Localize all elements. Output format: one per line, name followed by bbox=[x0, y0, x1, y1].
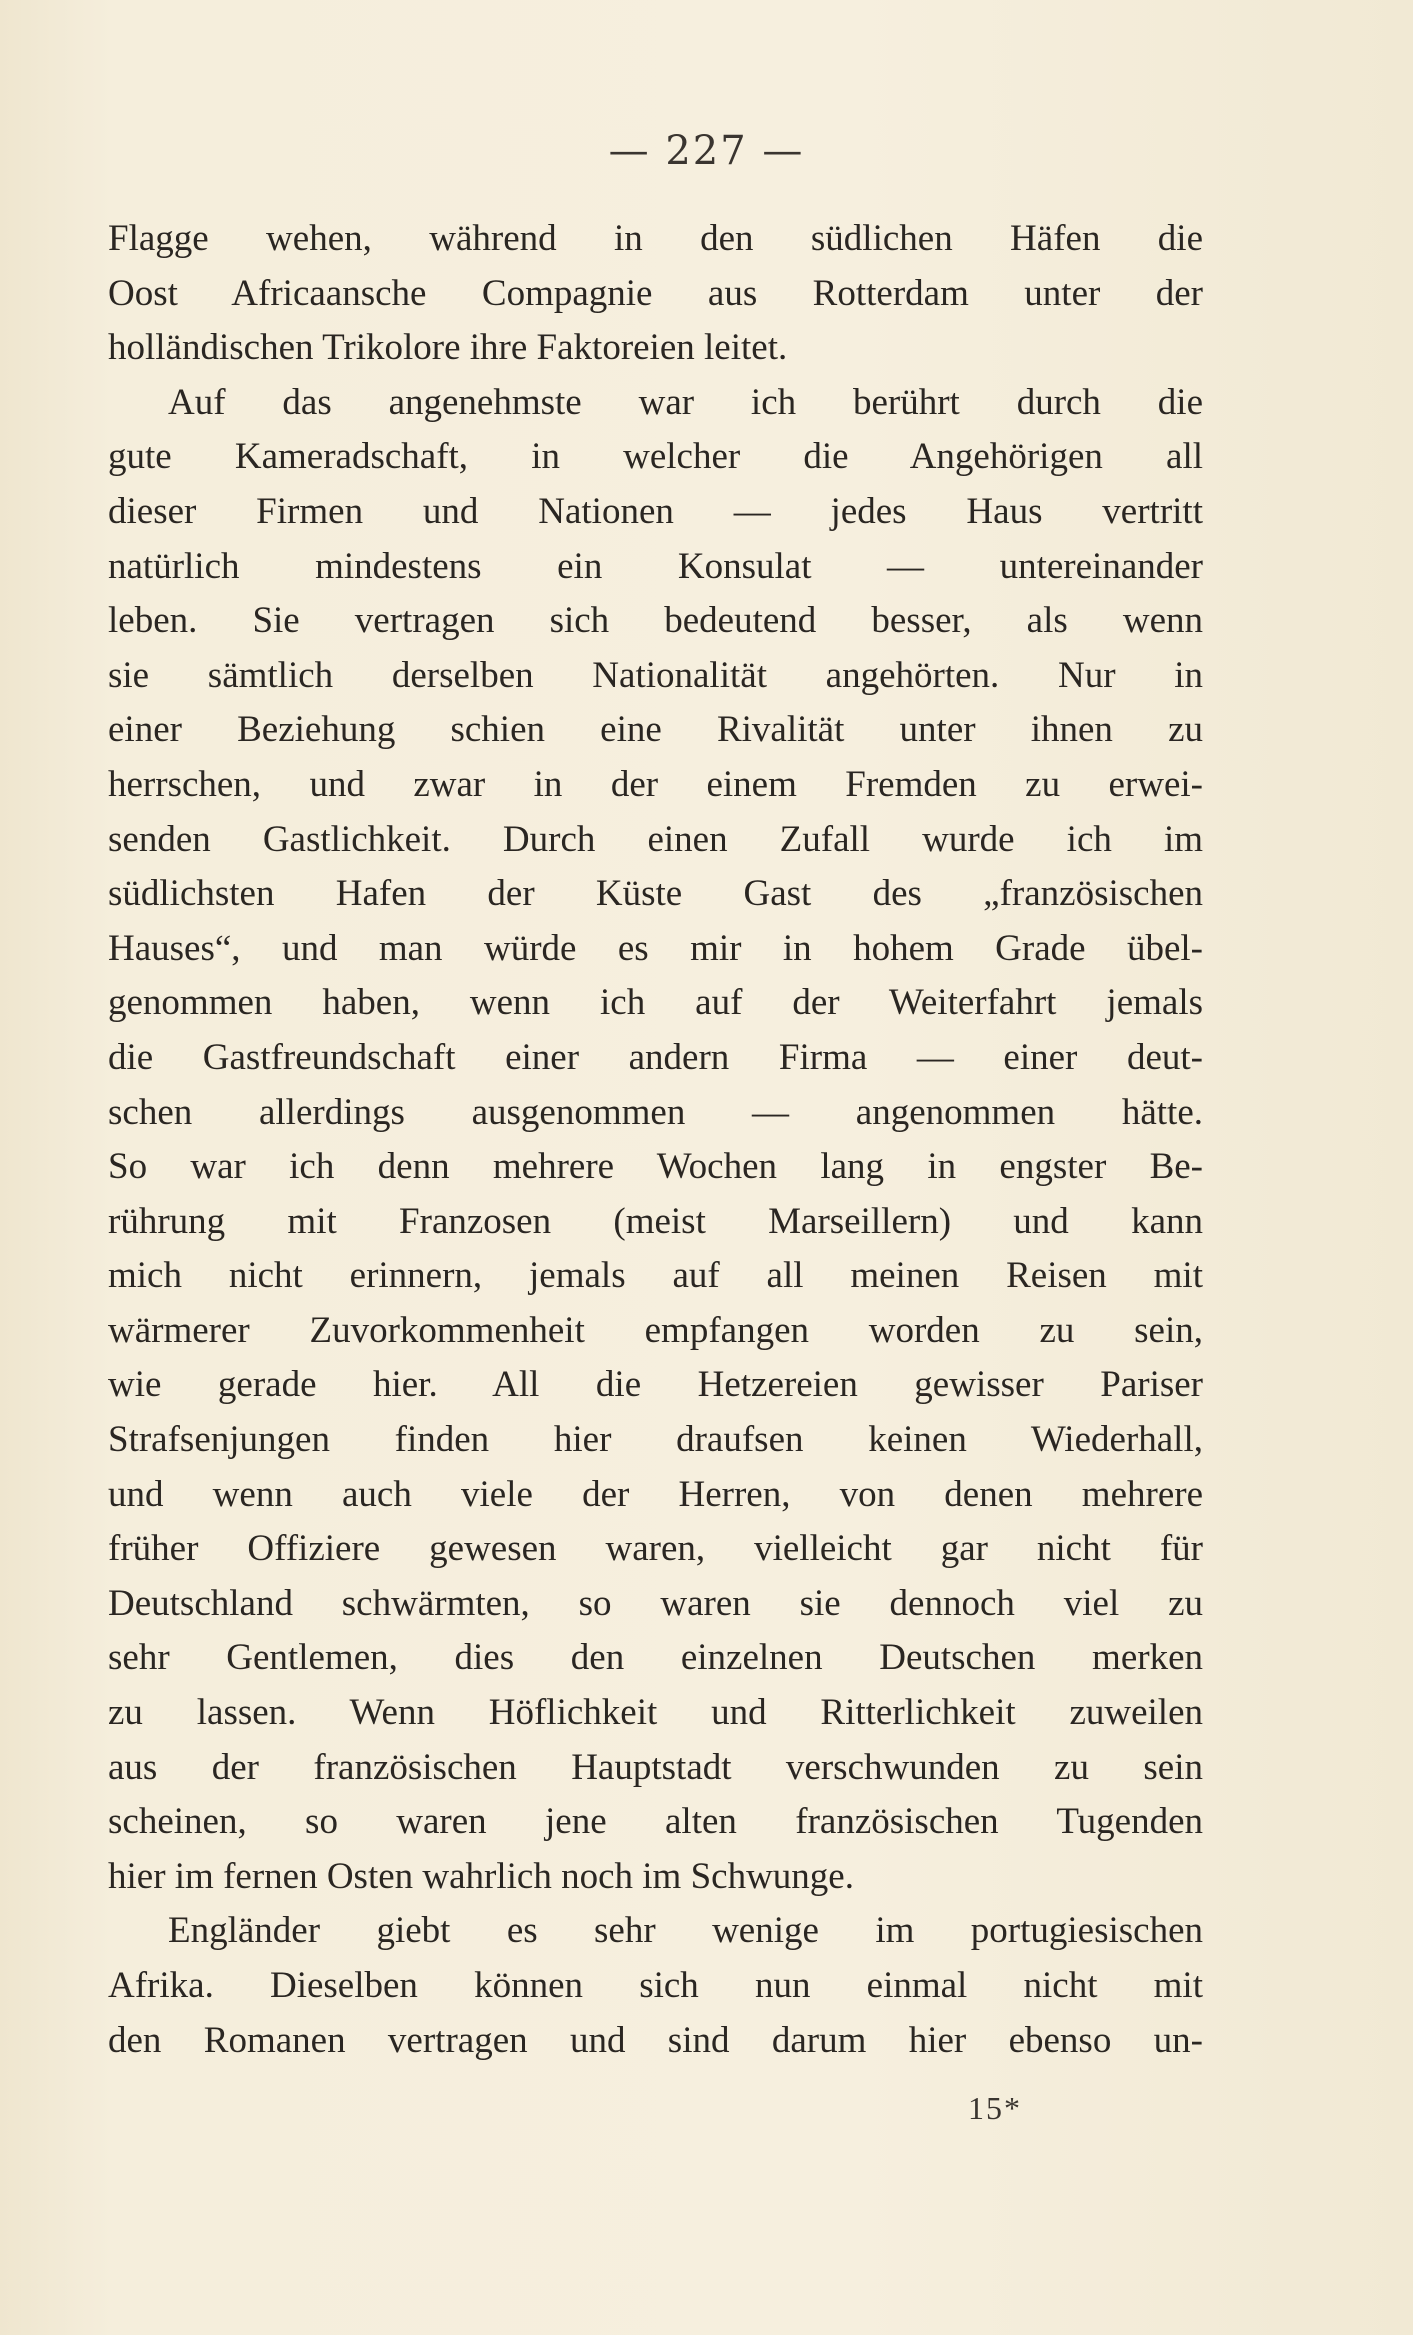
text-line: sehr Gentlemen, dies den einzelnen Deutschen merken bbox=[108, 1637, 1203, 1679]
text-line: So war ich denn mehrere Wochen lang in engster Be- bbox=[108, 1146, 1203, 1188]
text-line: den Romanen vertragen und sind darum hier ebenso un- bbox=[108, 2019, 1203, 2061]
text-line: südlichsten Hafen der Küste Gast des „französischen bbox=[108, 873, 1203, 915]
text-line: Oost Africaansche Compagnie aus Rotterdam unter der bbox=[108, 272, 1203, 314]
text-line: hier im fernen Osten wahrlich noch im Schwunge. bbox=[108, 1855, 854, 1897]
text-line: gute Kameradschaft, in welcher die Angehörigen all bbox=[108, 436, 1203, 478]
text-line: Auf das angenehmste war ich berührt durch die bbox=[168, 381, 1203, 423]
text-line: dieser Firmen und Nationen — jedes Haus vertritt bbox=[108, 490, 1203, 532]
text-line: sie sämtlich derselben Nationalität angehörten. Nur in bbox=[108, 654, 1203, 696]
text-line: wie gerade hier. All die Hetzereien gewisser Pariser bbox=[108, 1364, 1203, 1406]
text-line: Strafsenjungen finden hier draufsen keinen Wiederhall, bbox=[108, 1419, 1203, 1461]
text-line: Afrika. Dieselben können sich nun einmal nicht mit bbox=[108, 1965, 1203, 2006]
text-line: Deutschland schwärmten, so waren sie dennoch viel zu bbox=[108, 1582, 1203, 1624]
text-line: Engländer giebt es sehr wenige im portugiesischen bbox=[168, 1910, 1203, 1952]
text-line: Flagge wehen, während in den südlichen Häfen die bbox=[108, 218, 1203, 259]
text-line: natürlich mindestens ein Konsulat — untereinander bbox=[108, 545, 1203, 587]
printer-signature-mark: 15* bbox=[968, 2090, 1022, 2126]
text-line: früher Offiziere gewesen waren, vielleicht gar nicht für bbox=[108, 1528, 1203, 1570]
body-text bbox=[108, 212, 1203, 2068]
text-line: leben. Sie vertragen sich bedeutend besser, als wenn bbox=[108, 600, 1203, 642]
text-line: scheinen, so waren jene alten französischen Tugenden bbox=[108, 1801, 1203, 1843]
text-line: wärmerer Zuvorkommenheit empfangen worden zu sein, bbox=[108, 1309, 1203, 1351]
text-line: die Gastfreundschaft einer andern Firma — einer deut- bbox=[108, 1036, 1203, 1078]
text-line: senden Gastlichkeit. Durch einen Zufall wurde ich im bbox=[108, 818, 1203, 860]
text-line: zu lassen. Wenn Höflichkeit und Ritterlichkeit zuweilen bbox=[108, 1692, 1203, 1734]
text-line: holländischen Trikolore ihre Faktoreien leitet. bbox=[108, 327, 788, 369]
text-line: rührung mit Franzosen (meist Marseillern) und kann bbox=[108, 1200, 1203, 1242]
text-line: aus der französischen Hauptstadt verschwunden zu sein bbox=[108, 1746, 1203, 1788]
text-line: Hauses“, und man würde es mir in hohem Grade übel- bbox=[108, 927, 1203, 969]
text-line: herrschen, und zwar in der einem Fremden zu erwei- bbox=[108, 763, 1203, 805]
text-line: genommen haben, wenn ich auf der Weiterfahrt jemals bbox=[108, 982, 1203, 1024]
text-line: und wenn auch viele der Herren, von denen mehrere bbox=[108, 1473, 1203, 1515]
page-number-header: — 227 — bbox=[608, 128, 805, 174]
text-line: mich nicht erinnern, jemals auf all meinen Reisen mit bbox=[108, 1255, 1203, 1297]
text-line: einer Beziehung schien eine Rivalität unter ihnen zu bbox=[108, 709, 1203, 751]
text-line: schen allerdings ausgenommen — angenommen hätte. bbox=[108, 1091, 1203, 1133]
